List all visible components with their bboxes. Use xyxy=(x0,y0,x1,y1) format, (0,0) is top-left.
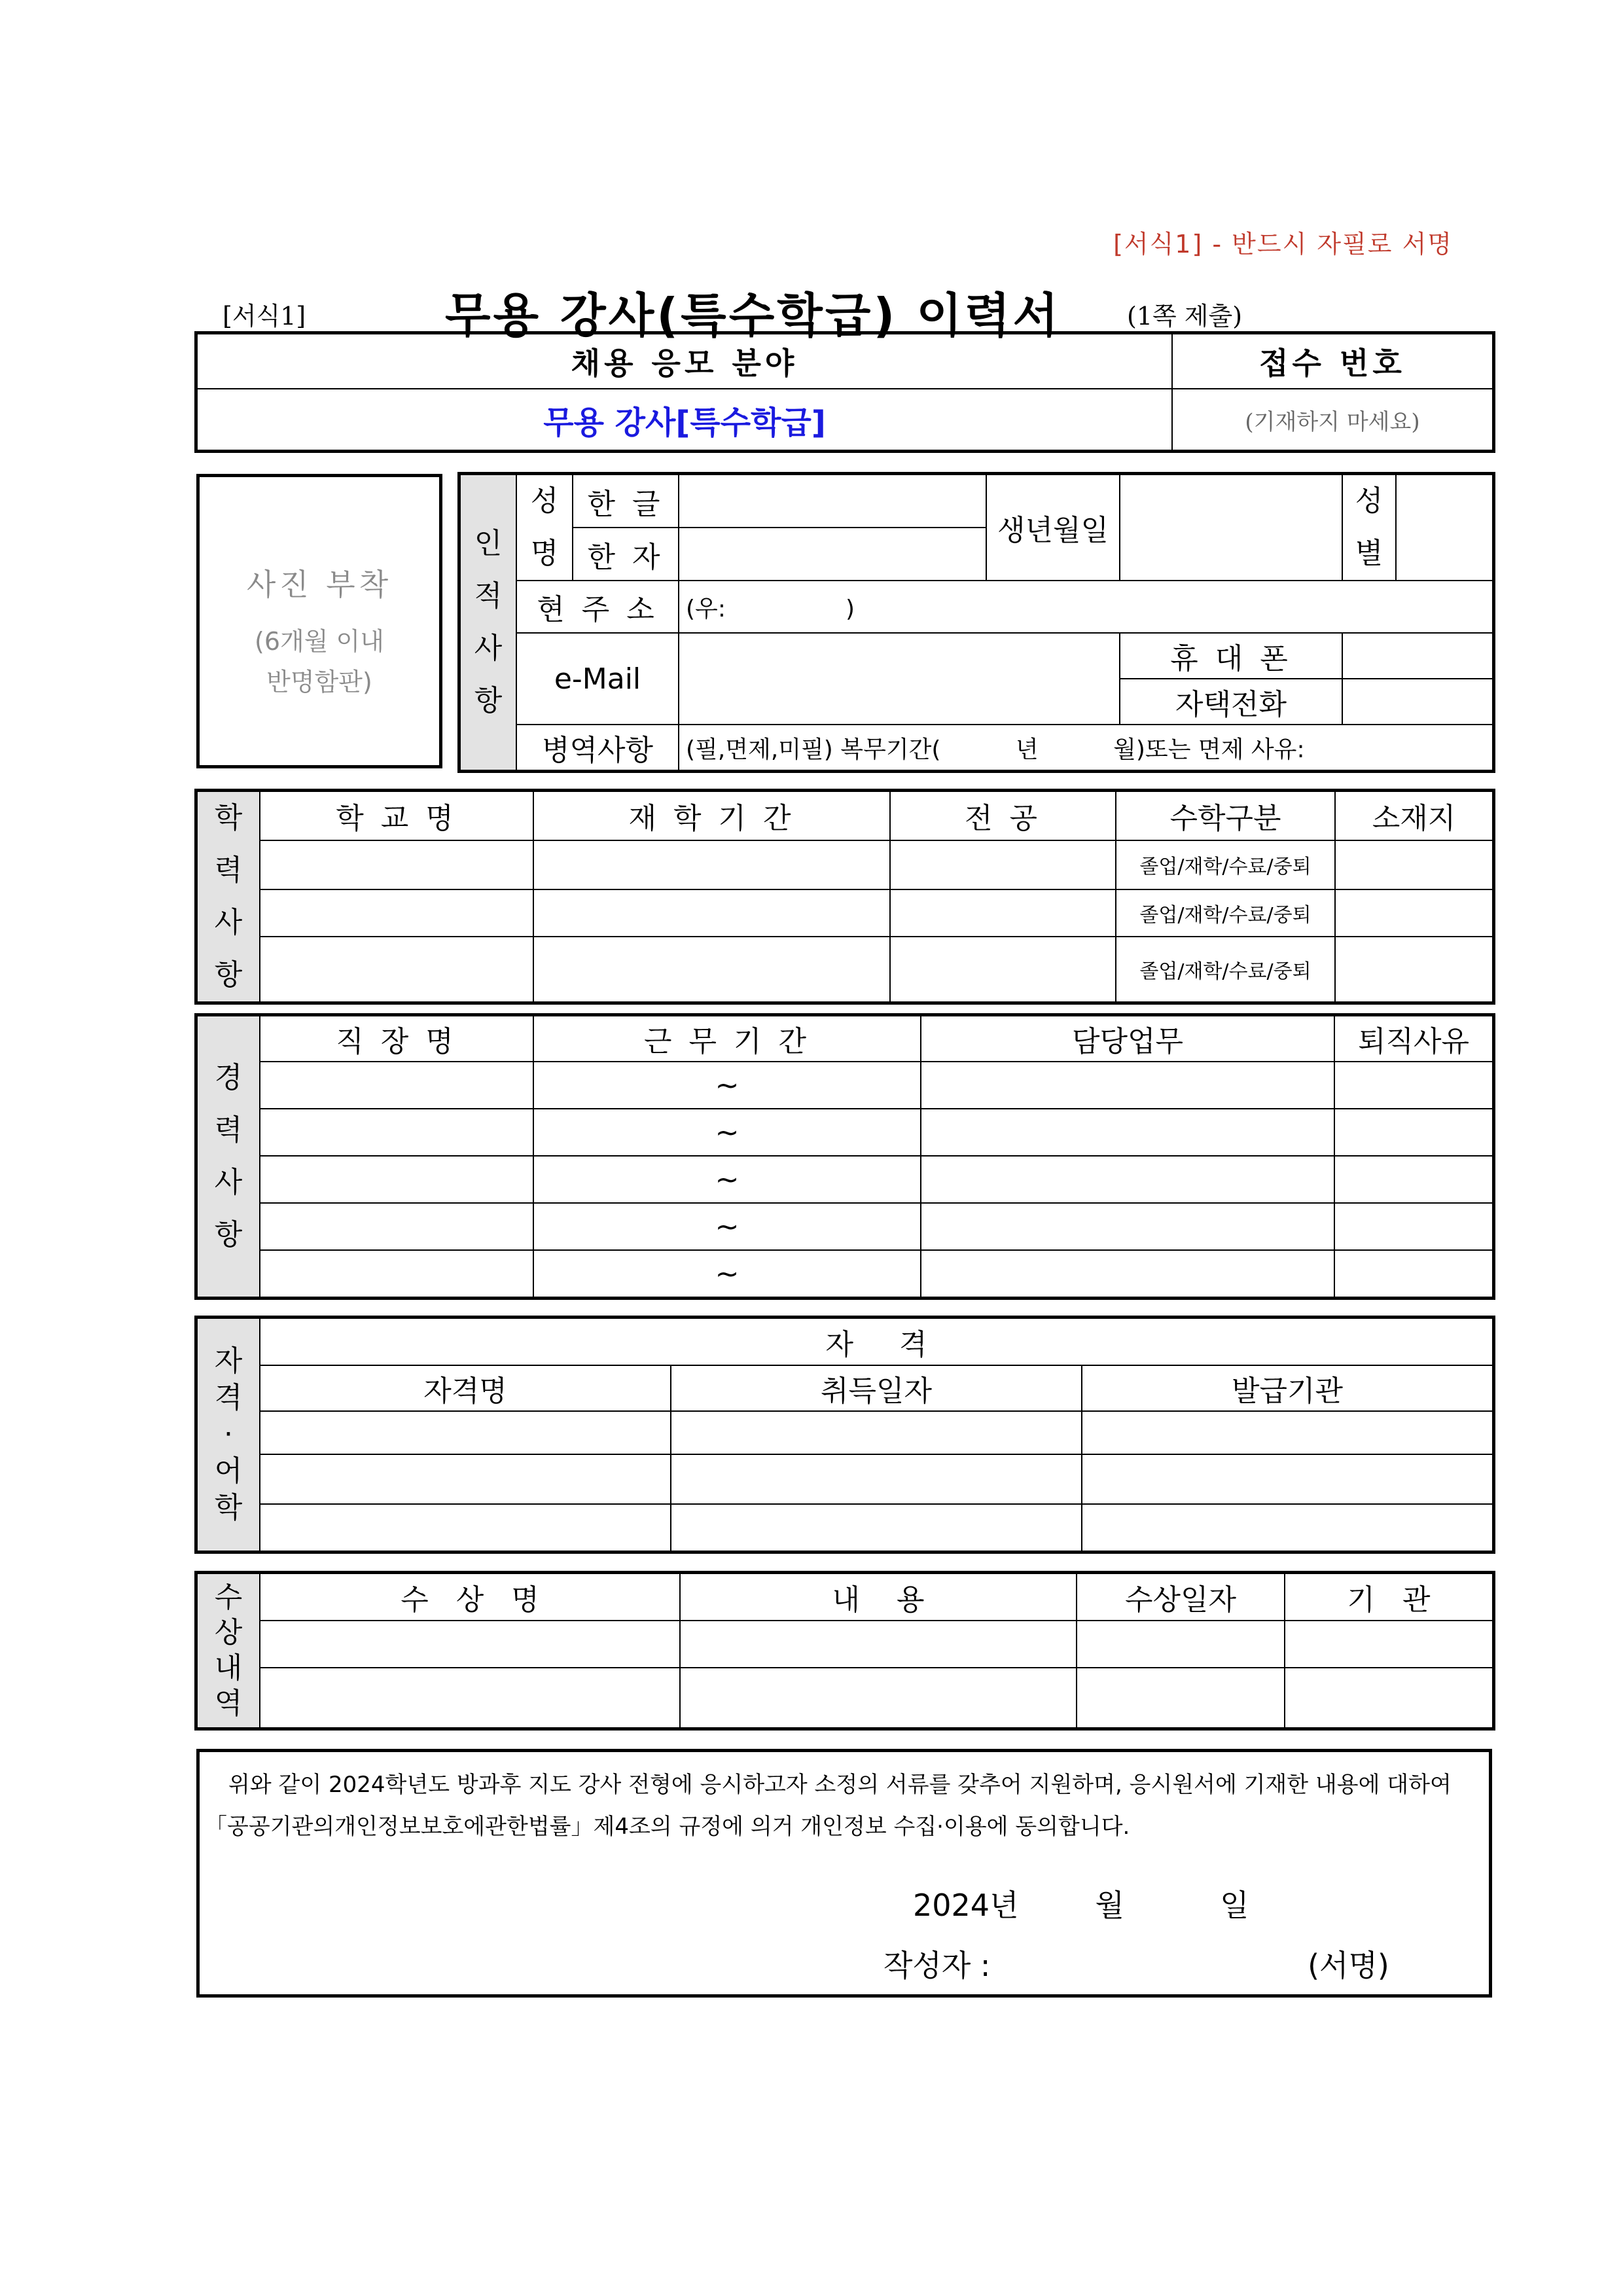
career-reason-input[interactable] xyxy=(1334,1250,1493,1297)
career-duty-input[interactable] xyxy=(921,1250,1334,1297)
home-phone-label: 자택전화 xyxy=(1120,679,1342,725)
edu-status[interactable]: 졸업/재학/수료/중퇴 xyxy=(1116,889,1335,937)
edu-header-period: 재 학 기 간 xyxy=(533,791,890,840)
qual-name-input[interactable] xyxy=(260,1454,671,1504)
award-header-date: 수상일자 xyxy=(1077,1573,1285,1621)
application-table xyxy=(196,333,1493,451)
career-duty-input[interactable] xyxy=(921,1203,1334,1250)
name-label: 성 명 xyxy=(516,475,573,581)
career-reason-input[interactable] xyxy=(1334,1156,1493,1203)
awards-table xyxy=(196,1573,1493,1729)
military-label: 병역사항 xyxy=(516,725,679,770)
award-date-input[interactable] xyxy=(1077,1621,1285,1668)
personal-section-label: 인 적 사 항 xyxy=(460,475,516,770)
personal-table xyxy=(459,474,1493,771)
gender-label: 성 별 xyxy=(1342,475,1396,581)
award-header-name: 수 상 명 xyxy=(260,1573,680,1621)
education-section-label: 학 력 사 항 xyxy=(197,791,260,1002)
qual-issuer-input[interactable] xyxy=(1082,1411,1493,1454)
photo-box[interactable] xyxy=(196,474,442,768)
table-row xyxy=(197,1156,1493,1203)
award-content-input[interactable] xyxy=(680,1668,1077,1728)
table-row xyxy=(197,1203,1493,1250)
table-row xyxy=(197,840,1493,889)
career-section-label: 경 력 사 항 xyxy=(197,1016,260,1297)
field-label: 채용 응모 분야 xyxy=(197,334,1172,389)
mobile-label: 휴 대 폰 xyxy=(1120,633,1342,679)
title-subtitle: (1쪽 제출) xyxy=(1127,302,1243,331)
table-row xyxy=(197,1062,1493,1109)
signature-field[interactable]: (서명) xyxy=(1308,1948,1389,1983)
birth-input[interactable] xyxy=(1120,475,1342,581)
career-duty-input[interactable] xyxy=(921,1156,1334,1203)
writer-label: 작성자 : xyxy=(883,1948,991,1983)
table-row xyxy=(197,1454,1493,1504)
receipt-note: (기재하지 마세요) xyxy=(1172,389,1493,450)
hangul-label: 한 글 xyxy=(573,475,679,528)
career-period-input[interactable]: ~ xyxy=(533,1062,921,1109)
gender-input[interactable] xyxy=(1396,475,1493,581)
field-value xyxy=(197,389,1172,450)
career-table xyxy=(196,1015,1493,1298)
edu-header-school: 학 교 명 xyxy=(260,791,533,840)
career-duty-input[interactable] xyxy=(921,1109,1334,1156)
edu-period-input[interactable] xyxy=(533,840,890,889)
photo-note-1: (6개월 이내 xyxy=(255,627,384,656)
address-label: 현 주 소 xyxy=(516,581,679,633)
home-phone-input[interactable] xyxy=(1342,679,1493,725)
career-company-input[interactable] xyxy=(260,1156,533,1203)
birth-label: 생년월일 xyxy=(986,475,1120,581)
table-row xyxy=(197,889,1493,937)
qual-header-name: 자격명 xyxy=(260,1365,671,1411)
career-header-reason: 퇴직사유 xyxy=(1334,1016,1493,1062)
table-row xyxy=(197,1250,1493,1297)
career-period-input[interactable]: ~ xyxy=(533,1250,921,1297)
career-header-duty: 담당업무 xyxy=(921,1016,1334,1062)
edu-location-input[interactable] xyxy=(1335,889,1493,937)
qual-name-input[interactable] xyxy=(260,1411,671,1454)
edu-status[interactable]: 졸업/재학/수료/중퇴 xyxy=(1116,937,1335,1002)
edu-period-input[interactable] xyxy=(533,937,890,1002)
edu-header-status: 수학구분 xyxy=(1116,791,1335,840)
qual-date-input[interactable] xyxy=(671,1411,1082,1454)
qual-header-date: 취득일자 xyxy=(671,1365,1082,1411)
consent-box xyxy=(196,1749,1492,1998)
table-row xyxy=(197,1668,1493,1728)
address-input[interactable]: (우: ) xyxy=(679,581,1493,633)
receipt-label: 접수 번호 xyxy=(1172,334,1493,389)
consent-text: 위와 같이 2024학년도 방과후 지도 강사 전형에 응시하고자 소정의 서류를 갖추어 지원하며, 응시원서에 기재한 내용에 대하여「공공기관의개인정보보호에관한법률」제4조의 규정에 의거 개인정보 수집·이용에 동의합니다. xyxy=(205,1772,1452,1840)
career-header-period: 근 무 기 간 xyxy=(533,1016,921,1062)
qual-name-input[interactable] xyxy=(260,1504,671,1551)
award-name-input[interactable] xyxy=(260,1621,680,1668)
table-row xyxy=(197,1109,1493,1156)
award-date-input[interactable] xyxy=(1077,1668,1285,1728)
hanja-label: 한 자 xyxy=(573,528,679,581)
edu-major-input[interactable] xyxy=(890,889,1116,937)
award-content-input[interactable] xyxy=(680,1621,1077,1668)
career-company-input[interactable] xyxy=(260,1062,533,1109)
edu-major-input[interactable] xyxy=(890,840,1116,889)
qual-issuer-input[interactable] xyxy=(1082,1454,1493,1504)
career-header-company: 직 장 명 xyxy=(260,1016,533,1062)
qualification-section-label: 자 격 · 어 학 xyxy=(197,1318,260,1551)
award-org-input[interactable] xyxy=(1285,1621,1493,1668)
consent-date[interactable]: 2024년 월 일 xyxy=(913,1888,1249,1923)
career-company-input[interactable] xyxy=(260,1109,533,1156)
career-period-input[interactable]: ~ xyxy=(533,1203,921,1250)
edu-major-input[interactable] xyxy=(890,937,1116,1002)
career-reason-input[interactable] xyxy=(1334,1109,1493,1156)
career-reason-input[interactable] xyxy=(1334,1062,1493,1109)
form-number: [서식1] xyxy=(223,302,306,331)
email-input[interactable] xyxy=(679,633,1120,725)
qualification-title: 자 격 xyxy=(260,1318,1493,1365)
photo-label: 사진 부착 xyxy=(246,567,393,602)
award-org-input[interactable] xyxy=(1285,1668,1493,1728)
education-table xyxy=(196,791,1493,1003)
edu-school-input[interactable] xyxy=(260,840,533,889)
top-note: [서식1] - 반드시 자필로 서명 xyxy=(1113,230,1453,259)
page-title: 무용 강사(특수학급) 이력서 xyxy=(445,288,1061,343)
awards-section-label: 수 상 내 역 xyxy=(197,1573,260,1728)
table-row xyxy=(197,1504,1493,1551)
career-period-input[interactable]: ~ xyxy=(533,1156,921,1203)
field-value-text: 무용 강사[특수학급] xyxy=(543,404,826,441)
edu-header-location: 소재지 xyxy=(1335,791,1493,840)
qual-issuer-input[interactable] xyxy=(1082,1504,1493,1551)
hangul-name-input[interactable] xyxy=(679,475,986,528)
writer-line xyxy=(883,1942,1389,1985)
edu-school-input[interactable] xyxy=(260,889,533,937)
qual-header-issuer: 발급기관 xyxy=(1082,1365,1493,1411)
mobile-input[interactable] xyxy=(1342,633,1493,679)
award-header-content: 내 용 xyxy=(680,1573,1077,1621)
award-name-input[interactable] xyxy=(260,1668,680,1728)
career-company-input[interactable] xyxy=(260,1250,533,1297)
table-row xyxy=(197,1411,1493,1454)
career-duty-input[interactable] xyxy=(921,1062,1334,1109)
table-row xyxy=(197,937,1493,1002)
career-company-input[interactable] xyxy=(260,1203,533,1250)
edu-period-input[interactable] xyxy=(533,889,890,937)
table-row xyxy=(197,1621,1493,1668)
qualification-table xyxy=(196,1318,1493,1552)
award-header-org: 기 관 xyxy=(1285,1573,1493,1621)
career-period-input[interactable]: ~ xyxy=(533,1109,921,1156)
career-reason-input[interactable] xyxy=(1334,1203,1493,1250)
edu-header-major: 전 공 xyxy=(890,791,1116,840)
photo-note-2: 반명함판) xyxy=(266,668,372,696)
email-label: e-Mail xyxy=(516,633,679,725)
edu-location-input[interactable] xyxy=(1335,840,1493,889)
edu-location-input[interactable] xyxy=(1335,937,1493,1002)
military-input[interactable]: (필,면제,미필) 복무기간( 년 월)또는 면제 사유: xyxy=(679,725,1493,770)
hanja-name-input[interactable] xyxy=(679,528,986,581)
edu-school-input[interactable] xyxy=(260,937,533,1002)
edu-status[interactable]: 졸업/재학/수료/중퇴 xyxy=(1116,840,1335,889)
qual-date-input[interactable] xyxy=(671,1454,1082,1504)
qual-date-input[interactable] xyxy=(671,1504,1082,1551)
